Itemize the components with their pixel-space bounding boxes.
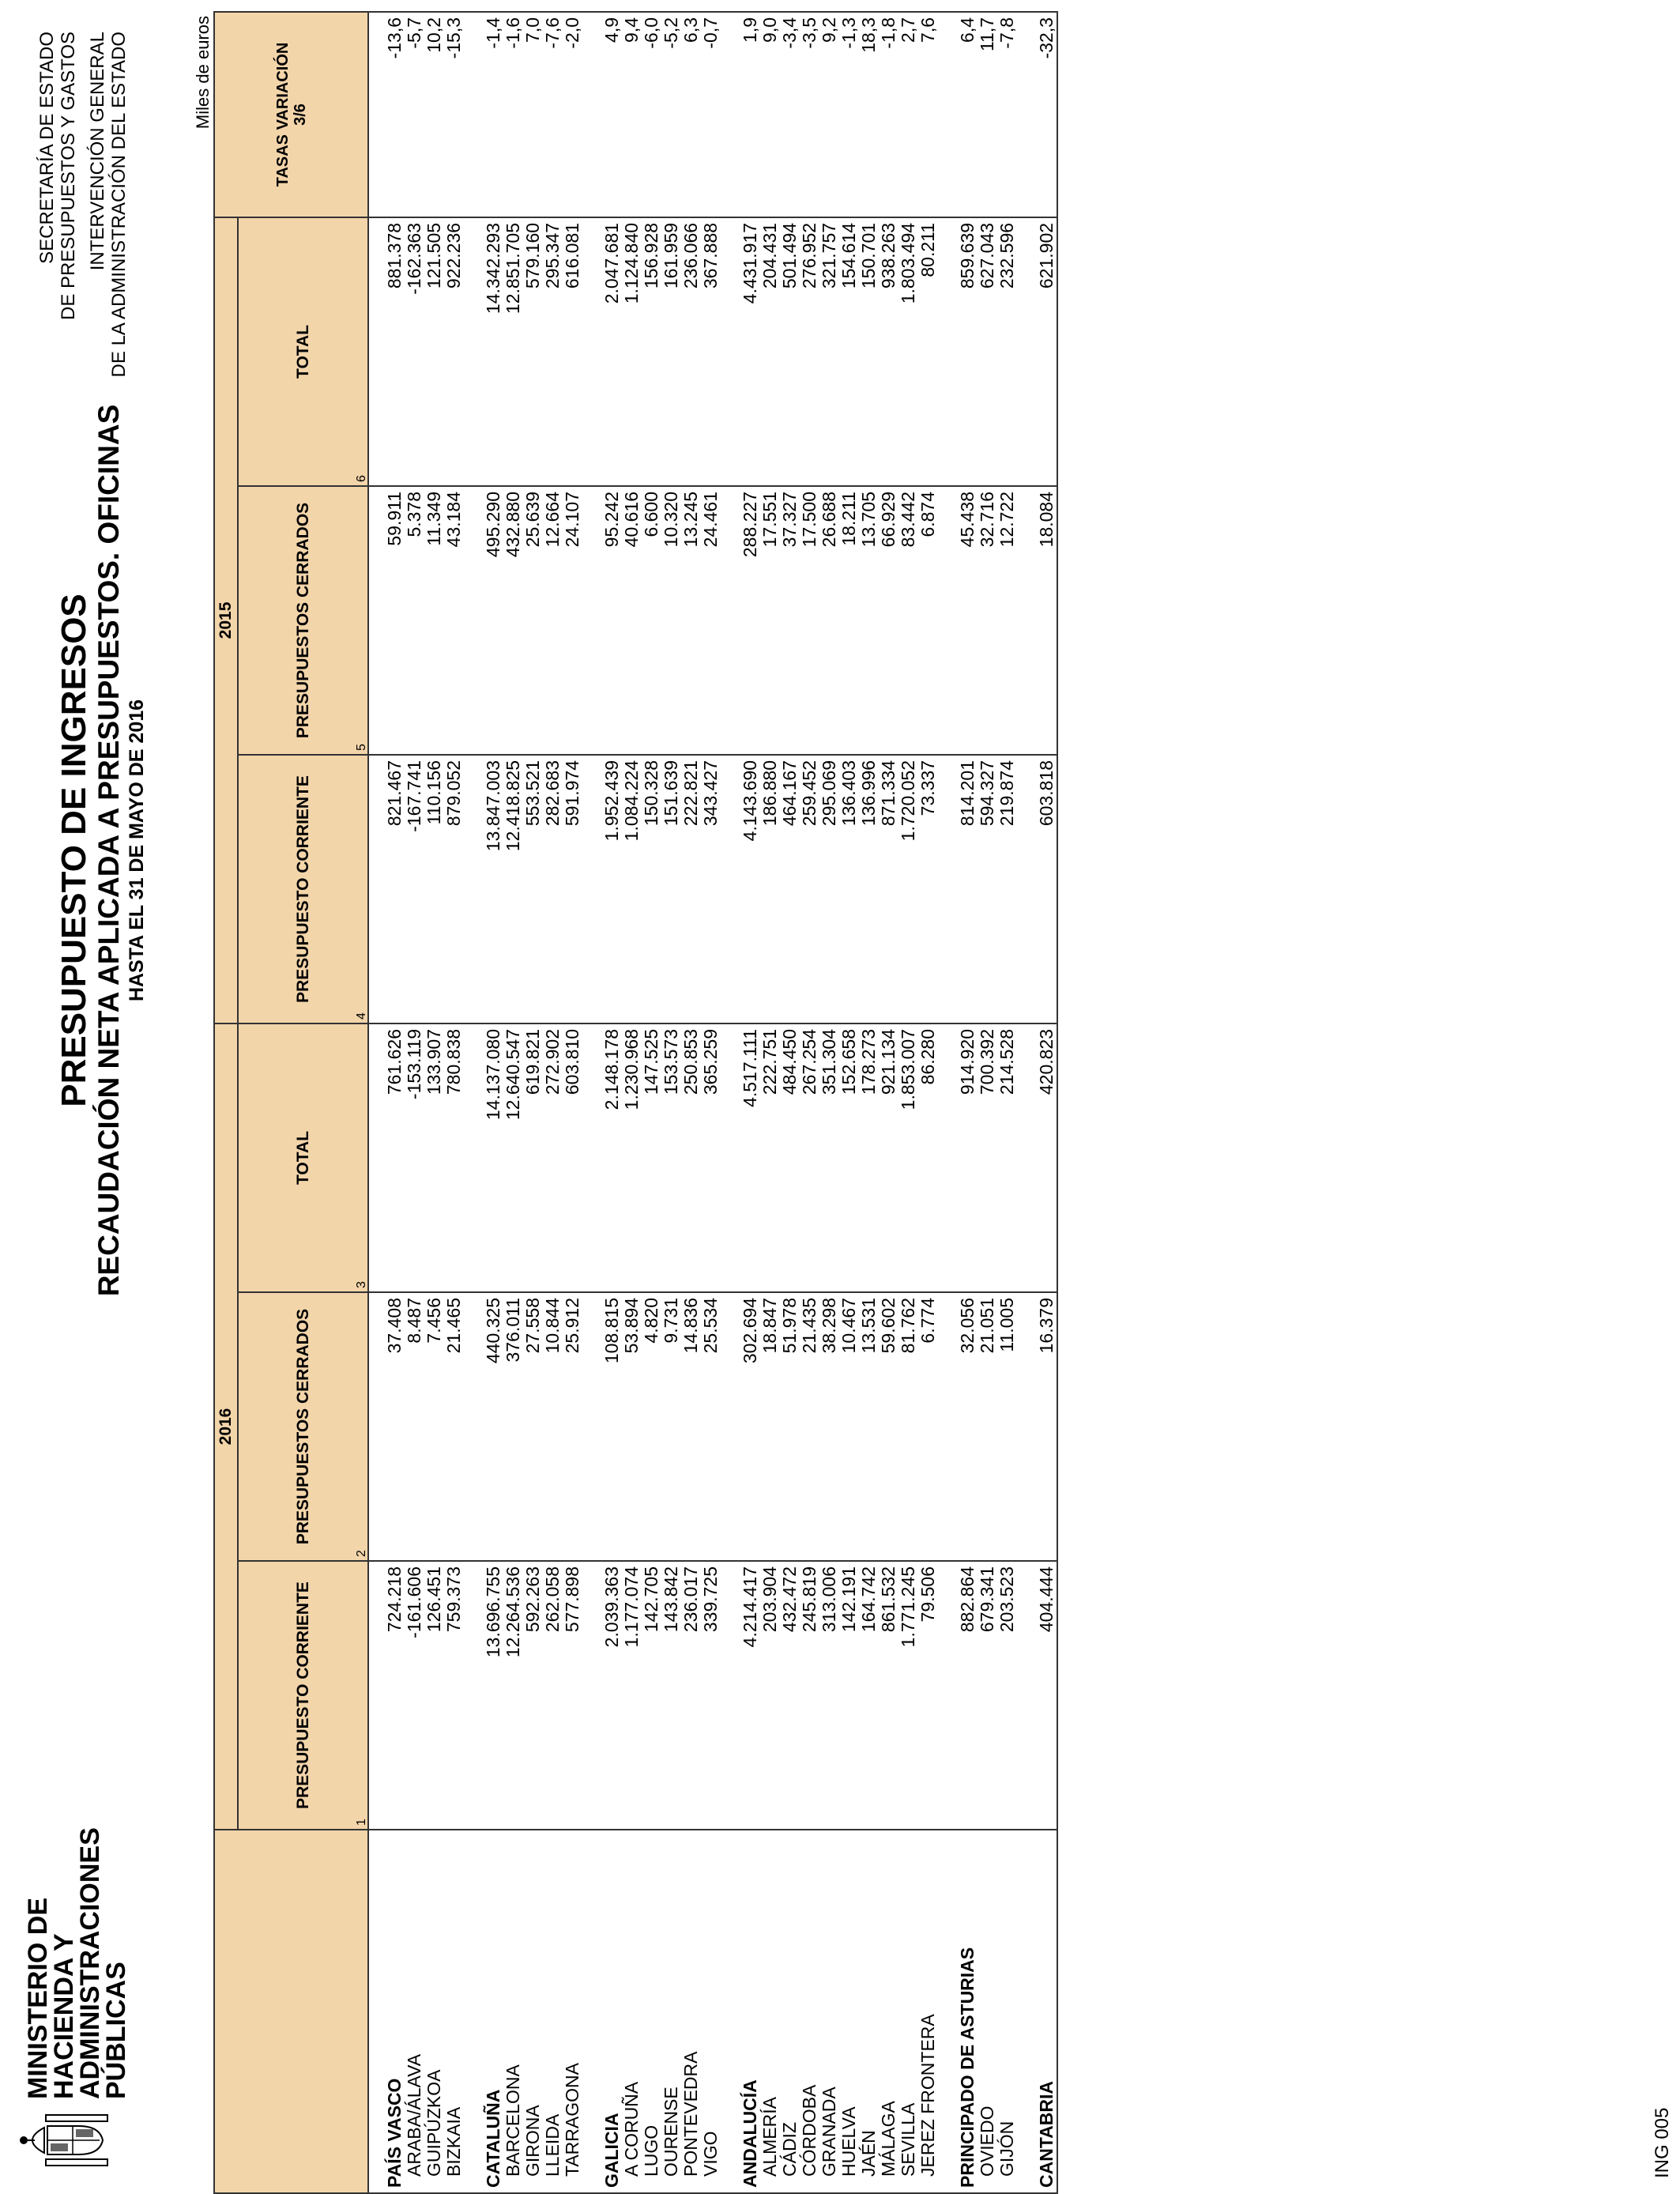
cell-total-2016: 761.626 [368, 1023, 405, 1292]
cell-total-2016: 365.259 [701, 1023, 721, 1292]
cell-cerrados-2016: 440.325 [484, 1292, 503, 1561]
cell-corriente-2016: 313.006 [819, 1561, 839, 1830]
cell-rate: -7,6 [543, 12, 563, 217]
office-name: ARABA/ÁLAVA [405, 1830, 424, 2193]
ministry-line: ADMINISTRACIONES [75, 1827, 105, 2099]
cell-rate: 6,4 [958, 12, 977, 217]
cell-total-2016: 603.810 [563, 1023, 582, 1292]
table-row [424, 12, 444, 2193]
cell-total-2015: 321.757 [819, 217, 839, 486]
cell-total-2016: 86.280 [918, 1023, 938, 1292]
table-row [642, 12, 661, 2193]
cell-rate: -1,6 [503, 12, 523, 217]
table-row [819, 12, 839, 2193]
table-row [368, 12, 405, 2193]
cell-corriente-2016: 1.771.245 [898, 1561, 918, 1830]
report-title [55, 376, 149, 1325]
office-name: SEVILLA [898, 1830, 918, 2193]
cell-rate: 2,7 [898, 12, 918, 217]
cell-corriente-2015: -167.741 [405, 755, 424, 1023]
cell-total-2016: 214.528 [997, 1023, 1017, 1292]
cell-cerrados-2016: 7.456 [424, 1292, 444, 1561]
cell-corriente-2015: 553.521 [523, 755, 543, 1023]
cell-cerrados-2016: 59.602 [879, 1292, 898, 1561]
office-name: JEREZ FRONTERA [918, 1830, 938, 2193]
cell-cerrados-2015: 6.874 [918, 486, 938, 755]
cell-rate: -15,3 [444, 12, 464, 217]
office-column-header [214, 1830, 368, 2193]
cell-rate: -7,8 [997, 12, 1017, 217]
cell-total-2015: -162.363 [405, 217, 424, 486]
cell-rate: -1,3 [839, 12, 859, 217]
cell-cerrados-2015: 10.320 [661, 486, 681, 755]
cell-rate: 10,2 [424, 12, 444, 217]
cell-total-2015: 236.066 [681, 217, 701, 486]
cell-rate: -0,7 [701, 12, 721, 217]
spacer-row [1017, 12, 1037, 2193]
table-row [780, 12, 800, 2193]
office-name: A CORUÑA [622, 1830, 642, 2193]
cell-corriente-2016: 404.444 [1037, 1561, 1057, 1830]
office-name: CÁDIZ [780, 1830, 800, 2193]
cell-cerrados-2016: 21.465 [444, 1292, 464, 1561]
cell-rate: 6,3 [681, 12, 701, 217]
cell-corriente-2015: 151.639 [661, 755, 681, 1023]
cell-total-2016: 700.392 [977, 1023, 997, 1292]
cell-total-2015: 80.211 [918, 217, 938, 486]
table-row [859, 12, 879, 2193]
cell-corriente-2016: 142.705 [642, 1561, 661, 1830]
cell-cerrados-2015: 25.639 [523, 486, 543, 755]
cell-corriente-2015: 1.084.224 [622, 755, 642, 1023]
office-name: LLEIDA [543, 1830, 563, 2193]
office-name: CÓRDOBA [800, 1830, 819, 2193]
cell-rate: -3,4 [780, 12, 800, 217]
cell-corriente-2015: 259.452 [800, 755, 819, 1023]
cell-cerrados-2016: 53.894 [622, 1292, 642, 1561]
cell-total-2016: 1.230.968 [622, 1023, 642, 1292]
cell-corriente-2016: 236.017 [681, 1561, 701, 1830]
cell-cerrados-2015: 43.184 [444, 486, 464, 755]
office-name: GIRONA [523, 1830, 543, 2193]
cell-cerrados-2015: 12.664 [543, 486, 563, 755]
secretariat-line: SECRETARÍA DE ESTADO [36, 32, 58, 264]
region-name: CANTABRIA [1037, 1830, 1057, 2193]
cell-rate: 9,2 [819, 12, 839, 217]
cell-cerrados-2015: 17.551 [760, 486, 780, 755]
title-line-3: HASTA EL 31 DE MAYO DE 2016 [126, 699, 148, 1002]
cell-total-2015: 881.378 [368, 217, 405, 486]
cell-total-2016: 250.853 [681, 1023, 701, 1292]
table-row [661, 12, 681, 2193]
office-name: HUELVA [839, 1830, 859, 2193]
cell-total-2016: 152.658 [839, 1023, 859, 1292]
cell-cerrados-2016: 25.534 [701, 1292, 721, 1561]
intervention-line: DE LA ADMINISTRACIÓN DEL ESTADO [108, 32, 130, 378]
spacer-row [464, 12, 484, 2193]
secretariat-block [36, 32, 130, 377]
cell-total-2016: 153.573 [661, 1023, 681, 1292]
cell-corriente-2016: 882.864 [958, 1561, 977, 1830]
table-row [405, 12, 424, 2193]
cell-total-2015: 150.701 [859, 217, 879, 486]
cell-cerrados-2016: 18.847 [760, 1292, 780, 1561]
table-row [918, 12, 938, 2193]
spacer-row [582, 12, 602, 2193]
cell-cerrados-2016: 6.774 [918, 1292, 938, 1561]
cell-total-2016: 222.751 [760, 1023, 780, 1292]
cell-total-2016: 351.304 [819, 1023, 839, 1292]
table-row [958, 12, 977, 2193]
cell-cerrados-2016: 37.408 [368, 1292, 405, 1561]
ministry-line: PÚBLICAS [101, 1962, 131, 2099]
year-2015-header: 2015 [214, 217, 238, 1023]
cell-cerrados-2016: 302.694 [740, 1292, 760, 1561]
table-row [740, 12, 760, 2193]
cell-cerrados-2016: 16.379 [1037, 1292, 1057, 1561]
cell-cerrados-2015: 432.880 [503, 486, 523, 755]
office-name: MÁLAGA [879, 1830, 898, 2193]
cell-cerrados-2015: 95.242 [602, 486, 622, 755]
cell-cerrados-2016: 25.912 [563, 1292, 582, 1561]
cell-cerrados-2015: 13.245 [681, 486, 701, 755]
cell-corriente-2015: 282.683 [543, 755, 563, 1023]
cell-cerrados-2015: 83.442 [898, 486, 918, 755]
cell-total-2016: -153.119 [405, 1023, 424, 1292]
region-name: CATALUÑA [484, 1830, 503, 2193]
region-name: PRINCIPADO DE ASTURIAS [958, 1830, 977, 2193]
table-row [701, 12, 721, 2193]
cell-total-2015: 501.494 [780, 217, 800, 486]
cell-cerrados-2015: 5.378 [405, 486, 424, 755]
cell-total-2015: 154.614 [839, 217, 859, 486]
table-row [839, 12, 859, 2193]
cell-cerrados-2015: 37.327 [780, 486, 800, 755]
cell-total-2015: 12.851.705 [503, 217, 523, 486]
cell-rate: 7,0 [523, 12, 543, 217]
cell-total-2015: 627.043 [977, 217, 997, 486]
office-name: TARRAGONA [563, 1830, 582, 2193]
cell-total-2015: 276.952 [800, 217, 819, 486]
cell-cerrados-2016: 14.836 [681, 1292, 701, 1561]
cell-cerrados-2015: 40.616 [622, 486, 642, 755]
cell-rate: -1,8 [879, 12, 898, 217]
cell-total-2016: 2.148.178 [602, 1023, 622, 1292]
cell-total-2016: 1.853.007 [898, 1023, 918, 1292]
office-name: GRANADA [819, 1830, 839, 2193]
cell-rate: 18,3 [859, 12, 879, 217]
cell-corriente-2015: 13.847.003 [484, 755, 503, 1023]
cell-rate: -13,6 [368, 12, 405, 217]
office-name: BARCELONA [503, 1830, 523, 2193]
cell-corriente-2015: 136.403 [839, 755, 859, 1023]
ministry-line: MINISTERIO DE [23, 1897, 53, 2099]
cell-total-2016: 914.920 [958, 1023, 977, 1292]
table-row [977, 12, 997, 2193]
cell-corriente-2015: 1.720.052 [898, 755, 918, 1023]
cell-corriente-2015: 186.880 [760, 755, 780, 1023]
office-name: BIZKAIA [444, 1830, 464, 2193]
table-row [879, 12, 898, 2193]
cell-total-2016: 420.823 [1037, 1023, 1057, 1292]
table-row [760, 12, 780, 2193]
table-row [800, 12, 819, 2193]
cell-rate: -5,7 [405, 12, 424, 217]
cell-total-2016: 267.254 [800, 1023, 819, 1292]
cell-rate: 11,7 [977, 12, 997, 217]
cell-total-2015: 579.160 [523, 217, 543, 486]
cell-cerrados-2016: 38.298 [819, 1292, 839, 1561]
office-name: VIGO [701, 1830, 721, 2193]
cell-corriente-2016: 245.819 [800, 1561, 819, 1830]
cell-total-2015: 621.902 [1037, 217, 1057, 486]
cell-total-2015: 367.888 [701, 217, 721, 486]
col-total-2015-header: TOTAL 6 [238, 217, 368, 486]
cell-cerrados-2016: 4.820 [642, 1292, 661, 1561]
cell-total-2016: 178.273 [859, 1023, 879, 1292]
cell-corriente-2016: 262.058 [543, 1561, 563, 1830]
cell-corriente-2015: 150.328 [642, 755, 661, 1023]
cell-rate: -5,2 [661, 12, 681, 217]
cell-corriente-2015: 814.201 [958, 755, 977, 1023]
office-name: PONTEVEDRA [681, 1830, 701, 2193]
ministry-name [25, 1827, 130, 2099]
cell-cerrados-2015: 6.600 [642, 486, 661, 755]
region-name: GALICIA [602, 1830, 622, 2193]
cell-cerrados-2016: 108.815 [602, 1292, 622, 1561]
cell-corriente-2015: 343.427 [701, 755, 721, 1023]
cell-corriente-2016: 203.904 [760, 1561, 780, 1830]
cell-total-2015: 161.959 [661, 217, 681, 486]
cell-cerrados-2015: 12.722 [997, 486, 1017, 755]
cell-corriente-2016: 1.177.074 [622, 1561, 642, 1830]
cell-cerrados-2016: 10.467 [839, 1292, 859, 1561]
cell-total-2015: 156.928 [642, 217, 661, 486]
cell-cerrados-2016: 8.487 [405, 1292, 424, 1561]
cell-total-2015: 1.803.494 [898, 217, 918, 486]
cell-corriente-2016: 432.472 [780, 1561, 800, 1830]
cell-total-2016: 921.134 [879, 1023, 898, 1292]
cell-cerrados-2016: 21.435 [800, 1292, 819, 1561]
cell-corriente-2016: 12.264.536 [503, 1561, 523, 1830]
cell-rate: -1,4 [484, 12, 503, 217]
cell-cerrados-2015: 32.716 [977, 486, 997, 755]
cell-cerrados-2016: 21.051 [977, 1292, 997, 1561]
office-name: ALMERÍA [760, 1830, 780, 2193]
cell-cerrados-2016: 11.005 [997, 1292, 1017, 1561]
office-name: GIJÓN [997, 1830, 1017, 2193]
cell-total-2016: 4.517.111 [740, 1023, 760, 1292]
cell-corriente-2015: 821.467 [368, 755, 405, 1023]
cell-rate: -3,5 [800, 12, 819, 217]
office-name: JAÉN [859, 1830, 879, 2193]
table-row [602, 12, 622, 2193]
cell-total-2015: 938.263 [879, 217, 898, 486]
cell-rate: 9,4 [622, 12, 642, 217]
cell-total-2016: 12.640.547 [503, 1023, 523, 1292]
cell-corriente-2016: -161.606 [405, 1561, 424, 1830]
intervention-line: INTERVENCIÓN GENERAL [87, 32, 108, 271]
cell-cerrados-2015: 288.227 [740, 486, 760, 755]
col-corriente-2015-header: PRESUPUESTO CORRIENTE 4 [238, 755, 368, 1023]
cell-corriente-2015: 603.818 [1037, 755, 1057, 1023]
cell-corriente-2016: 577.898 [563, 1561, 582, 1830]
cell-corriente-2015: 1.952.439 [602, 755, 622, 1023]
table-row [543, 12, 563, 2193]
cell-total-2015: 616.081 [563, 217, 582, 486]
cell-total-2016: 272.902 [543, 1023, 563, 1292]
cell-rate: 4,9 [602, 12, 622, 217]
table-row [563, 12, 582, 2193]
table-row [622, 12, 642, 2193]
region-name: ANDALUCÍA [740, 1830, 760, 2193]
cell-total-2015: 295.347 [543, 217, 563, 486]
cell-corriente-2015: 464.167 [780, 755, 800, 1023]
cell-total-2015: 232.596 [997, 217, 1017, 486]
cell-total-2015: 121.505 [424, 217, 444, 486]
cell-cerrados-2016: 13.531 [859, 1292, 879, 1561]
cell-corriente-2016: 759.373 [444, 1561, 464, 1830]
cell-corriente-2016: 126.451 [424, 1561, 444, 1830]
cell-corriente-2015: 594.327 [977, 755, 997, 1023]
cell-corriente-2016: 13.696.755 [484, 1561, 503, 1830]
office-name: OURENSE [661, 1830, 681, 2193]
cell-cerrados-2016: 27.558 [523, 1292, 543, 1561]
cell-corriente-2015: 871.334 [879, 755, 898, 1023]
cell-cerrados-2016: 10.844 [543, 1292, 563, 1561]
cell-corriente-2015: 222.821 [681, 755, 701, 1023]
cell-corriente-2015: 295.069 [819, 755, 839, 1023]
cell-cerrados-2015: 18.084 [1037, 486, 1057, 755]
cell-total-2015: 204.431 [760, 217, 780, 486]
cell-rate: -32,3 [1037, 12, 1057, 217]
cell-total-2016: 133.907 [424, 1023, 444, 1292]
cell-corriente-2016: 724.218 [368, 1561, 405, 1830]
cell-cerrados-2015: 18.211 [839, 486, 859, 755]
cell-total-2016: 14.137.080 [484, 1023, 503, 1292]
col-cerrados-2015-header: PRESUPUESTOS CERRADOS 5 [238, 486, 368, 755]
table-row [681, 12, 701, 2193]
cell-cerrados-2015: 17.500 [800, 486, 819, 755]
cell-corriente-2016: 2.039.363 [602, 1561, 622, 1830]
cell-rate: -6,0 [642, 12, 661, 217]
cell-total-2016: 147.525 [642, 1023, 661, 1292]
col-total-2016-header: TOTAL 3 [238, 1023, 368, 1292]
cell-cerrados-2015: 26.688 [819, 486, 839, 755]
cell-corriente-2016: 679.341 [977, 1561, 997, 1830]
cell-total-2016: 484.450 [780, 1023, 800, 1292]
table-row [1037, 12, 1057, 2193]
cell-cerrados-2016: 81.762 [898, 1292, 918, 1561]
cell-cerrados-2015: 59.911 [368, 486, 405, 755]
cell-corriente-2015: 879.052 [444, 755, 464, 1023]
table-row [503, 12, 523, 2193]
cell-total-2015: 4.431.917 [740, 217, 760, 486]
spacer-row [721, 12, 740, 2193]
cell-total-2015: 922.236 [444, 217, 464, 486]
cell-corriente-2016: 592.263 [523, 1561, 543, 1830]
revenue-table [213, 11, 1058, 2194]
table-row [997, 12, 1017, 2193]
coat-of-arms-icon [14, 2109, 115, 2172]
table-row [523, 12, 543, 2193]
footer-code: ING 005 [1652, 2107, 1673, 2178]
cell-cerrados-2015: 11.349 [424, 486, 444, 755]
cell-corriente-2016: 339.725 [701, 1561, 721, 1830]
cell-rate: 1,9 [740, 12, 760, 217]
rate-header: TASAS VARIACIÓN 3/6 [214, 12, 368, 217]
cell-corriente-2015: 4.143.690 [740, 755, 760, 1023]
col-corriente-2016-header: PRESUPUESTO CORRIENTE 1 [238, 1561, 368, 1830]
cell-rate: 7,6 [918, 12, 938, 217]
cell-rate: 9,0 [760, 12, 780, 217]
units-label: Miles de euros [193, 16, 213, 130]
cell-corriente-2015: 12.418.825 [503, 755, 523, 1023]
cell-corriente-2015: 73.337 [918, 755, 938, 1023]
office-name: OVIEDO [977, 1830, 997, 2193]
cell-cerrados-2015: 24.107 [563, 486, 582, 755]
cell-cerrados-2015: 66.929 [879, 486, 898, 755]
col-cerrados-2016-header: PRESUPUESTOS CERRADOS 2 [238, 1292, 368, 1561]
cell-total-2016: 780.838 [444, 1023, 464, 1292]
cell-rate: -2,0 [563, 12, 582, 217]
cell-cerrados-2015: 495.290 [484, 486, 503, 755]
cell-cerrados-2016: 32.056 [958, 1292, 977, 1561]
table-body [368, 12, 1057, 2193]
cell-total-2015: 1.124.840 [622, 217, 642, 486]
office-name: LUGO [642, 1830, 661, 2193]
cell-cerrados-2015: 24.461 [701, 486, 721, 755]
cell-cerrados-2016: 9.731 [661, 1292, 681, 1561]
cell-corriente-2015: 219.874 [997, 755, 1017, 1023]
secretariat-line: DE PRESUPUESTOS Y GASTOS [58, 32, 79, 321]
cell-total-2016: 619.821 [523, 1023, 543, 1292]
year-2016-header: 2016 [214, 1023, 238, 1830]
table-row [444, 12, 464, 2193]
cell-corriente-2015: 136.996 [859, 755, 879, 1023]
title-line-1: PRESUPUESTO DE INGRESOS [55, 594, 93, 1107]
cell-corriente-2016: 143.842 [661, 1561, 681, 1830]
cell-total-2015: 2.047.681 [602, 217, 622, 486]
table-row [484, 12, 503, 2193]
cell-corriente-2016: 79.506 [918, 1561, 938, 1830]
cell-corriente-2016: 142.191 [839, 1561, 859, 1830]
region-name: PAÍS VASCO [368, 1830, 405, 2193]
cell-corriente-2015: 591.974 [563, 755, 582, 1023]
cell-corriente-2016: 861.532 [879, 1561, 898, 1830]
ministry-line: HACIENDA Y [49, 1933, 79, 2099]
cell-corriente-2016: 203.523 [997, 1561, 1017, 1830]
cell-corriente-2015: 110.156 [424, 755, 444, 1023]
spacer-row [938, 12, 958, 2193]
cell-cerrados-2016: 376.011 [503, 1292, 523, 1561]
cell-corriente-2016: 164.742 [859, 1561, 879, 1830]
cell-corriente-2016: 4.214.417 [740, 1561, 760, 1830]
office-name: GUIPÚZKOA [424, 1830, 444, 2193]
cell-cerrados-2015: 13.705 [859, 486, 879, 755]
cell-cerrados-2015: 45.438 [958, 486, 977, 755]
table-row [898, 12, 918, 2193]
title-line-2: RECAUDACIÓN NETA APLICADA A PRESUPUESTOS. OFICINAS [92, 404, 125, 1297]
cell-cerrados-2016: 51.978 [780, 1292, 800, 1561]
cell-total-2015: 14.342.293 [484, 217, 503, 486]
cell-total-2015: 859.639 [958, 217, 977, 486]
